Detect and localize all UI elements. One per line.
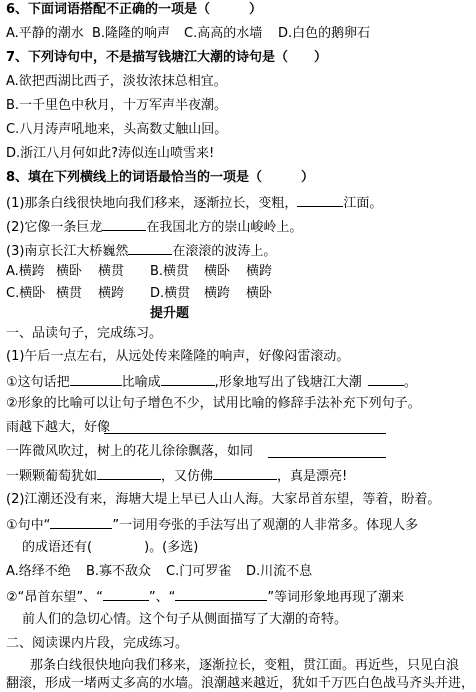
part2-paragraph-line-1: 那条白线很快地向我们移来，逐渐拉长，变粗，贯江面。再近些，只见白浪	[30, 658, 460, 673]
part1-q2: ②形象的比喻可以让句子增色不少，试用比喻的修辞手法补充下列句子。	[6, 396, 421, 411]
q8-option-c-3: 横跨	[98, 286, 125, 301]
q4-text-a: ②“昂首东望”、“	[6, 590, 103, 605]
q8-s2-blank[interactable]	[102, 218, 146, 231]
fill-line-2	[6, 444, 253, 460]
q3-text-b: ”一词用夸张的手法写出了观潮的人非常多。体现人多	[112, 518, 419, 533]
q6-stem: 6、下面词语搭配不正确的一项是（ ）	[6, 2, 263, 17]
q1-text-c: ,形象地写出了钱塘江大潮	[214, 375, 362, 390]
q7-option-c: C.八月涛声吼地来，头高数丈触山回。	[6, 122, 228, 137]
q1-text-d: 。	[403, 375, 417, 390]
part2-heading: 二、阅读课内片段，完成练习。	[6, 636, 189, 651]
q8-s3-blank[interactable]	[128, 242, 172, 255]
part1-passage-2: (2)江潮还没有来，海塘大堤上早已人山人海。大家昂首东望，等着，盼着。	[6, 492, 441, 507]
part1-q1	[6, 373, 417, 391]
fill-line-3	[6, 467, 347, 485]
q4-text-c: ”等词形象地再现了潮来	[267, 590, 405, 605]
q4-blank-2[interactable]	[175, 588, 267, 601]
q8-option-d-3: 横卧	[246, 286, 273, 301]
fill-3-blank-2[interactable]	[213, 467, 277, 480]
q8-option-d-2: 横跨	[204, 286, 231, 301]
q7-stem: 7、下列诗句中，不是描写钱塘江大潮的诗句是（ ）	[6, 50, 328, 65]
part1-q3-line-2	[22, 540, 198, 556]
part1-heading: 一、品读句子，完成练习。	[6, 326, 163, 341]
q8-option-a-2: 横卧	[56, 264, 83, 279]
q3-text-c: 的成语还有(	[22, 540, 93, 555]
q6-option-c: C.高高的水墙	[184, 26, 263, 41]
q8-sentence-1	[6, 194, 382, 212]
q8-s3-text-b: 在滚滚的波涛上。	[172, 244, 277, 259]
q3-text-a: ①句中“	[6, 518, 51, 533]
q1-blank-1[interactable]	[70, 373, 122, 386]
q8-option-c-2: 横贯	[56, 286, 83, 301]
mc-option-b: B.寡不敌众	[86, 564, 152, 579]
q1-text-a: ①这句话把	[6, 375, 70, 390]
q8-option-d-1: D.横贯	[150, 286, 191, 301]
q6-option-a: A.平静的潮水	[6, 26, 84, 41]
fill-3-blank-1[interactable]	[97, 467, 161, 480]
q4-text-b: ”、“	[148, 590, 176, 605]
part1-passage-1: (1)午后一点左右，从远处传来隆隆的响声，好像闷雷滚动。	[6, 349, 350, 364]
q8-s1-text-a: (1)那条白线很快地向我们移来，逐渐拉长，变粗，	[6, 196, 298, 211]
q8-option-b-2: 横卧	[204, 264, 231, 279]
q1-blank-2[interactable]	[161, 373, 215, 386]
part2-paragraph-line-2: 翻滚，形成一堵两丈多高的水墙。浪潮越来越近，犹如千万匹白色战马齐头并进，	[6, 676, 475, 691]
q7-option-d: D.浙江八月何如此?涛似连山喷雪来!	[6, 146, 215, 161]
q8-s1-blank[interactable]	[297, 194, 343, 207]
q8-s1-text-b: 江面。	[343, 196, 383, 211]
q8-option-a-1: A.横跨	[6, 264, 45, 279]
part1-q4-line-1	[6, 588, 404, 606]
fill-2-blank[interactable]	[268, 457, 386, 458]
q6-option-d: D.白色的鹅卵石	[278, 26, 371, 41]
q8-s2-text-a: (2)它像一条巨龙	[6, 220, 103, 235]
fill-3-text-c: ，真是漂亮!	[277, 469, 348, 484]
fill-1-blank[interactable]	[104, 433, 386, 434]
q8-option-c-1: C.横卧	[6, 286, 46, 301]
q8-sentence-2	[6, 218, 302, 236]
q8-stem: 8、填在下列横线上的词语最恰当的一项是（ ）	[6, 170, 315, 185]
part1-q3-line-1	[6, 516, 418, 534]
q8-sentence-3	[6, 242, 276, 260]
fill-2-text: 一阵微风吹过，树上的花儿徐徐飘落，如同	[6, 444, 254, 459]
fill-3-text-a: 一颗颗葡萄犹如	[6, 469, 98, 484]
q7-option-b: B.一千里色中秋月，十万军声半夜潮。	[6, 98, 228, 113]
fill-1-text: 雨越下越大，好像	[6, 420, 111, 435]
q8-option-a-3: 横贯	[98, 264, 125, 279]
q1-text-b: 比喻成	[121, 375, 161, 390]
mc-option-d: D.川流不息	[246, 564, 313, 579]
q7-option-a: A.欲把西湖比西子，淡妆浓抹总相宜。	[6, 74, 227, 89]
q1-blank-3[interactable]	[368, 373, 404, 386]
mc-option-c: C.门可罗雀	[166, 564, 232, 579]
q8-s3-text-a: (3)南京长江大桥巍然	[6, 244, 129, 259]
fill-3-text-b: ，又仿佛	[161, 469, 214, 484]
q8-s2-text-b: 在我国北方的崇山峻岭上。	[146, 220, 303, 235]
q3-text-d: )。(多选)	[144, 540, 199, 555]
q4-blank-1[interactable]	[103, 588, 149, 601]
part1-q4-line-2: 前人们的急切心情。这个句子从侧面描写了大潮的奇特。	[22, 612, 348, 627]
fill-line-1	[6, 420, 110, 436]
q6-option-b: B.隆隆的响声	[92, 26, 171, 41]
mc-option-a: A.络绎不绝	[6, 564, 71, 579]
q8-option-b-1: B.横贯	[150, 264, 190, 279]
q8-option-b-3: 横跨	[246, 264, 273, 279]
q3-blank[interactable]	[50, 516, 112, 529]
section-title: 提升题	[150, 306, 190, 321]
